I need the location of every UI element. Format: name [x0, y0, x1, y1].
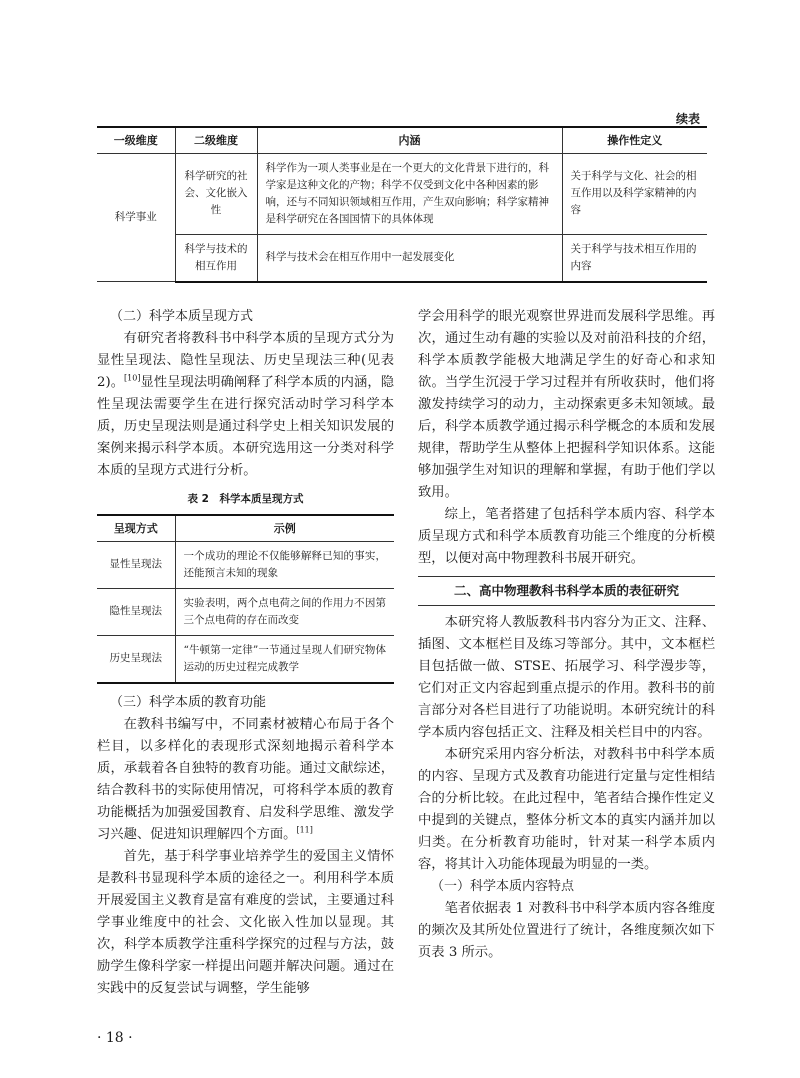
paragraph: 首先，基于科学事业培养学生的爱国主义情怀是教科书显现科学本质的途径之一。利用科学本质开展爱国主义教育是富有难度的尝试，主要通过科学事业维度中的社会、文化嵌入性加以显现。其次，科学本质教学注重科学探究的过程与方法，鼓励学生像科学家一样提出问题并解决问题。通过在实践中的反复尝试与调整，学生能够	[97, 848, 394, 996]
definition-cell: 关于科学与文化、社会的相互作用以及科学家精神的内容	[562, 153, 707, 234]
right-column	[418, 306, 715, 964]
subsection-heading: （一）科学本质内容特点	[431, 879, 575, 894]
table-2	[97, 514, 394, 684]
continued-table-label: 续表	[675, 112, 700, 126]
paragraph	[97, 328, 394, 482]
table-header-cell: 内涵	[257, 127, 562, 153]
paragraph: 学会用科学的眼光观察世界进而发展科学思维。再次，通过生动有趣的实验以及对前沿科技的介绍，科学本质教学能极大地满足学生的好奇心和求知欲。当学生沉浸于学习过程并有所收获时，他们将激发持续学习的动力，主动探索更多未知领域。最后，科学本质教学通过揭示科学概念的本质和发展规律，帮助学生从整体上把握科学知识体系。这能够加强学生对知识的理解和掌握，有助于他们学以致用。	[418, 309, 715, 500]
table-row	[97, 635, 394, 683]
citation-ref: [10]	[124, 373, 141, 383]
table-row	[97, 153, 707, 234]
section-heading: 二、高中物理教科书科学本质的表征研究	[418, 576, 715, 606]
paragraph: 本研究将人教版教科书内容分为正文、注释、插图、文本框栏目及练习等部分。其中，文本框栏目包括做一做、STSE、拓展学习、科学漫步等，它们对正文内容起到重点提示的作用。教科书的前言部分对各栏目进行了功能说明。本研究统计的科学本质内容包括正文、注释及相关栏目中的内容。	[418, 615, 715, 740]
table-1-continued	[97, 126, 707, 283]
paragraph-text: 在教科书编写中，不同素材被精心布局于各个栏目，以多样化的表现形式深刻地揭示着科学本质，承载着各自独特的教育功能。通过文献综述，结合教科书的实际使用情况，可将科学本质的教育功能概括为加强爱国教育、启发科学思维、激发学习兴趣、促进知识理解四个方面。	[97, 716, 394, 842]
subsection-heading: （三）科学本质的教育功能	[110, 694, 267, 710]
table-header-cell: 操作性定义	[562, 127, 707, 153]
table-header-cell: 呈现方式	[97, 515, 175, 541]
table-header-cell: 二级维度	[175, 127, 257, 153]
example-cell: 实验表明，两个点电荷之间的作用力不因第三个点电荷的存在而改变	[175, 588, 394, 635]
table-caption: 表 2 科学本质呈现方式	[187, 493, 304, 505]
method-cell: 隐性呈现法	[97, 588, 175, 635]
subsection-heading: （二）科学本质呈现方式	[110, 309, 254, 324]
table-row	[97, 541, 394, 588]
table-header-cell: 示例	[175, 515, 394, 541]
paragraph: 本研究采用内容分析法，对教科书中科学本质的内容、呈现方式及教育功能进行定量与定性相结合的分析比较。在此过程中，笔者结合操作性定义中提到的关键点，整体分析文本的真实内涵并加以归类。在分析教育功能时，针对某一科学本质内容，将其计入功能体现最为明显的一类。	[418, 747, 715, 872]
table-row	[97, 234, 707, 282]
table-header-row	[97, 127, 707, 153]
example-cell: 一个成功的理论不仅能够解释已知的事实，还能预言未知的现象	[175, 541, 394, 588]
paragraph: 综上，笔者搭建了包括科学本质内容、科学本质呈现方式和科学本质教育功能三个维度的分析模型，以便对高中物理教科书展开研究。	[418, 507, 715, 566]
example-cell: “牛顿第一定律”一节通过呈现人们研究物体运动的历史过程完成教学	[175, 635, 394, 683]
definition-cell: 关于科学与技术相互作用的内容	[562, 234, 707, 282]
page-number: · 18 ·	[97, 1030, 133, 1046]
paragraph	[97, 714, 394, 846]
table-header-cell: 一级维度	[97, 127, 175, 153]
content-cell: 科学与技术会在相互作用中一起发展变化	[257, 234, 562, 282]
content-cell: 科学作为一项人类事业是在一个更大的文化背景下进行的，科学家是这种文化的产物；科学不仅受到文化中各种因素的影响，还与不同知识领域相互作用，产生双向影响；科学家精神是科学研究在各国国情下的具体体现	[257, 153, 562, 234]
paragraph-text: 显性呈现法明确阐释了科学本质的内涵，隐性呈现法需要学生在进行探究活动时学习科学本质，历史呈现法则是通过科学史上相关知识发展的案例来揭示科学本质。本研究选用这一分类对科学本质的呈现方式进行分析。	[97, 375, 394, 478]
method-cell: 历史呈现法	[97, 635, 175, 683]
method-cell: 显性呈现法	[97, 541, 175, 588]
sub-dimension-cell: 科学与技术的相互作用	[175, 234, 257, 282]
citation-ref: [11]	[296, 825, 313, 835]
sub-dimension-cell: 科学研究的社会、文化嵌入性	[175, 153, 257, 234]
left-column	[97, 306, 394, 1000]
paragraph: 笔者依据表 1 对教科书中科学本质内容各维度的频次及其所处位置进行了统计，各维度频次如下页表 3 所示。	[418, 901, 715, 960]
table-header-row	[97, 515, 394, 541]
dimension-cell: 科学事业	[97, 153, 175, 282]
table-row	[97, 588, 394, 635]
paragraph-text: 有研究者将教科书中科学本质的呈现方式分为显性呈现法、隐性呈现法、历史呈现法三种(见表 2)。	[97, 331, 394, 390]
